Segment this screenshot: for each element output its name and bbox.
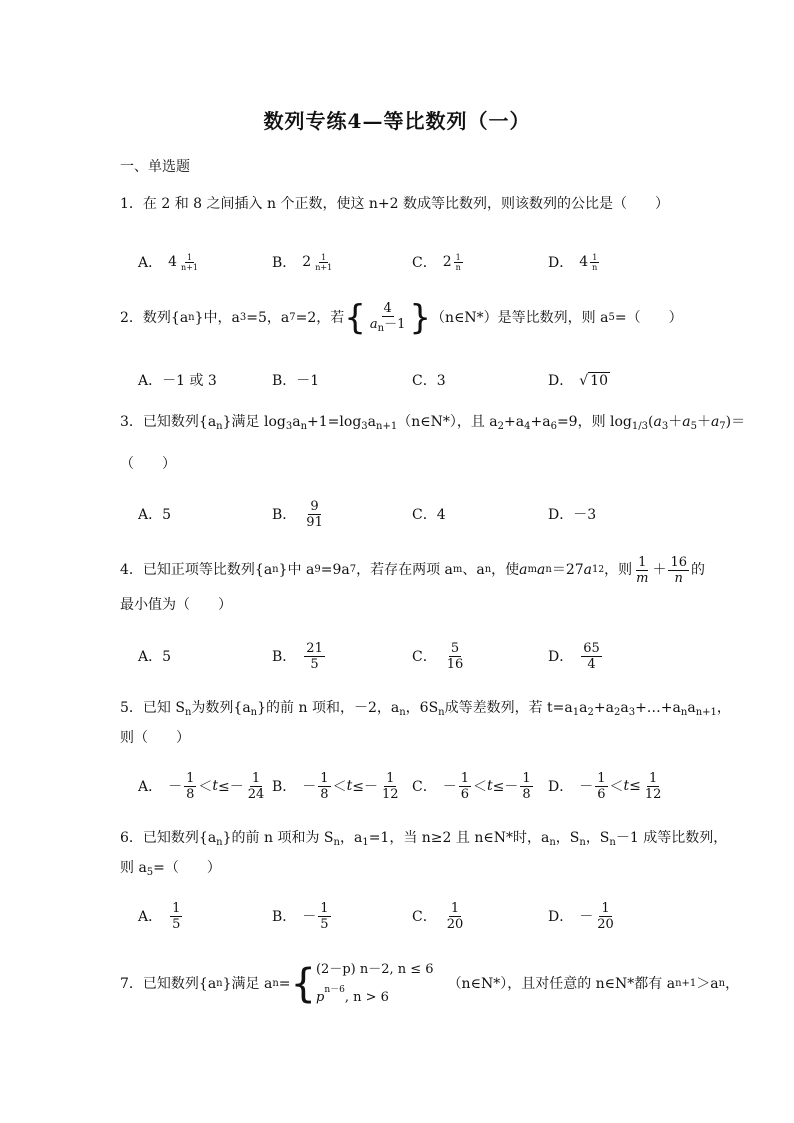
question-4-options [138, 636, 698, 676]
question-5-stem: 5．已知 $S_n$为数列$\{a_n\}$的前 n 项和，－2，$a_n$，$6S_n$成等差数列，若 $t=a_1a_2+a_2a_3+\dots+a_na_{n+1}$， [120, 700, 731, 718]
option-a: A．5 [138, 649, 172, 665]
section-heading: 一、单选题 [120, 159, 190, 175]
option-b: B． 2 $\frac{1}{n+1}$ [272, 252, 333, 272]
option-d: D． － $\frac{1}{20}$ [548, 900, 614, 932]
option-b: B． － $\frac{1}{5}$ [272, 900, 329, 932]
option-d: D． 4 $\frac{1}{n}$ [548, 252, 598, 272]
question-3-options [138, 494, 698, 534]
option-c: C．4 [412, 507, 446, 523]
option-c: C．3 [412, 373, 446, 389]
option-a: A． － $\frac{1}{8}$ ＜ t ≤－ $\frac{1}{24}$ [138, 770, 265, 802]
question-6-options [138, 896, 698, 936]
question-1-stem: 1．在 2 和 8 之间插入 n 个正数，使这 n+2 数成等比数列，则该数列的公比是（ ） [120, 196, 669, 212]
question-5-options [138, 766, 698, 806]
option-b: B． － $\frac{1}{8}$ ＜ t ≤－ $\frac{1}{12}$ [272, 770, 399, 802]
option-b: B．－1 [272, 373, 320, 389]
option-a: A． $\frac{1}{5}$ [138, 900, 181, 932]
page-title: 数列专练4—等比数列（一） [263, 109, 531, 133]
question-3-stem-line2: （ ） [120, 456, 176, 472]
question-4-stem: 4．已知正项等比数列{a n }中 a 9 =9a 7 ，若存在两项 a m 、a n ，使 a m a n ＝27 a 1 2 ，则 $\frac{1}{m}$ ＋ $\frac{16}{n}$ 的 [120, 554, 705, 586]
option-c: C． 2 $\frac{1}{n}$ [412, 252, 461, 272]
question-6-stem-line2: 则 $a_5=$（ ） [120, 860, 221, 878]
option-d: D． $\frac{65}{4}$ [548, 640, 600, 672]
question-5-stem-line2: 则（ ） [120, 730, 190, 746]
option-a: A．5 [138, 507, 172, 523]
option-a: A．－1 或 3 [138, 373, 217, 389]
option-c: C． $\frac{5}{16}$ [412, 640, 464, 672]
option-a: A． 4 $\frac{1}{n+1}$ [138, 252, 198, 272]
question-3-stem: 3．已知数列$\{a_n\}$满足 $\log_3a_n+1=\log_3a_{n+1}(n\in N*)$，且 $a_2+a_4+a_6=9$，则 $\log_{1/3}(a_3+a_5+a_7)=$ [120, 414, 746, 432]
question-6-stem: 6．已知数列$\{a_n\}$的前 n 项和为 $S_n$，$a_1=1$，当 n≥2 且 n∈N*时，$a_n$，$S_n$，$S_n-1$ 成等比数列， [120, 830, 728, 848]
option-b: B． $\frac{9}{91}$ [272, 498, 323, 530]
question-1-options [138, 242, 698, 282]
option-c: C． $\frac{1}{20}$ [412, 900, 464, 932]
question-4-stem-line2: 最小值为（ ） [120, 597, 232, 613]
question-2-stem: 2．数列{a n }中，a 3 =5，a 7 =2，若 { $\frac{4}{a_n-1}$ } （n∈N*）是等比数列，则 a 5 =（ ） [120, 298, 683, 338]
option-d: D． √ 10 [548, 372, 608, 389]
question-2-options [138, 360, 698, 400]
option-b: B． $\frac{21}{5}$ [272, 640, 323, 672]
option-d: D．－3 [548, 507, 597, 523]
option-d: D． － $\frac{1}{6}$ ＜ t ≤ $\frac{1}{12}$ [548, 770, 662, 802]
question-7-stem: 7．已知数列{a n }满足 a n = { (2－p) n－2, n ≤ 6 $p^{n-6}$, n > 6 （n∈N*），且对任意的 n∈N*都有 a n+1 ＞a n ， [120, 961, 740, 1007]
option-c: C． － $\frac{1}{6}$ ＜ t ≤－ $\frac{1}{8}$ [412, 770, 531, 802]
